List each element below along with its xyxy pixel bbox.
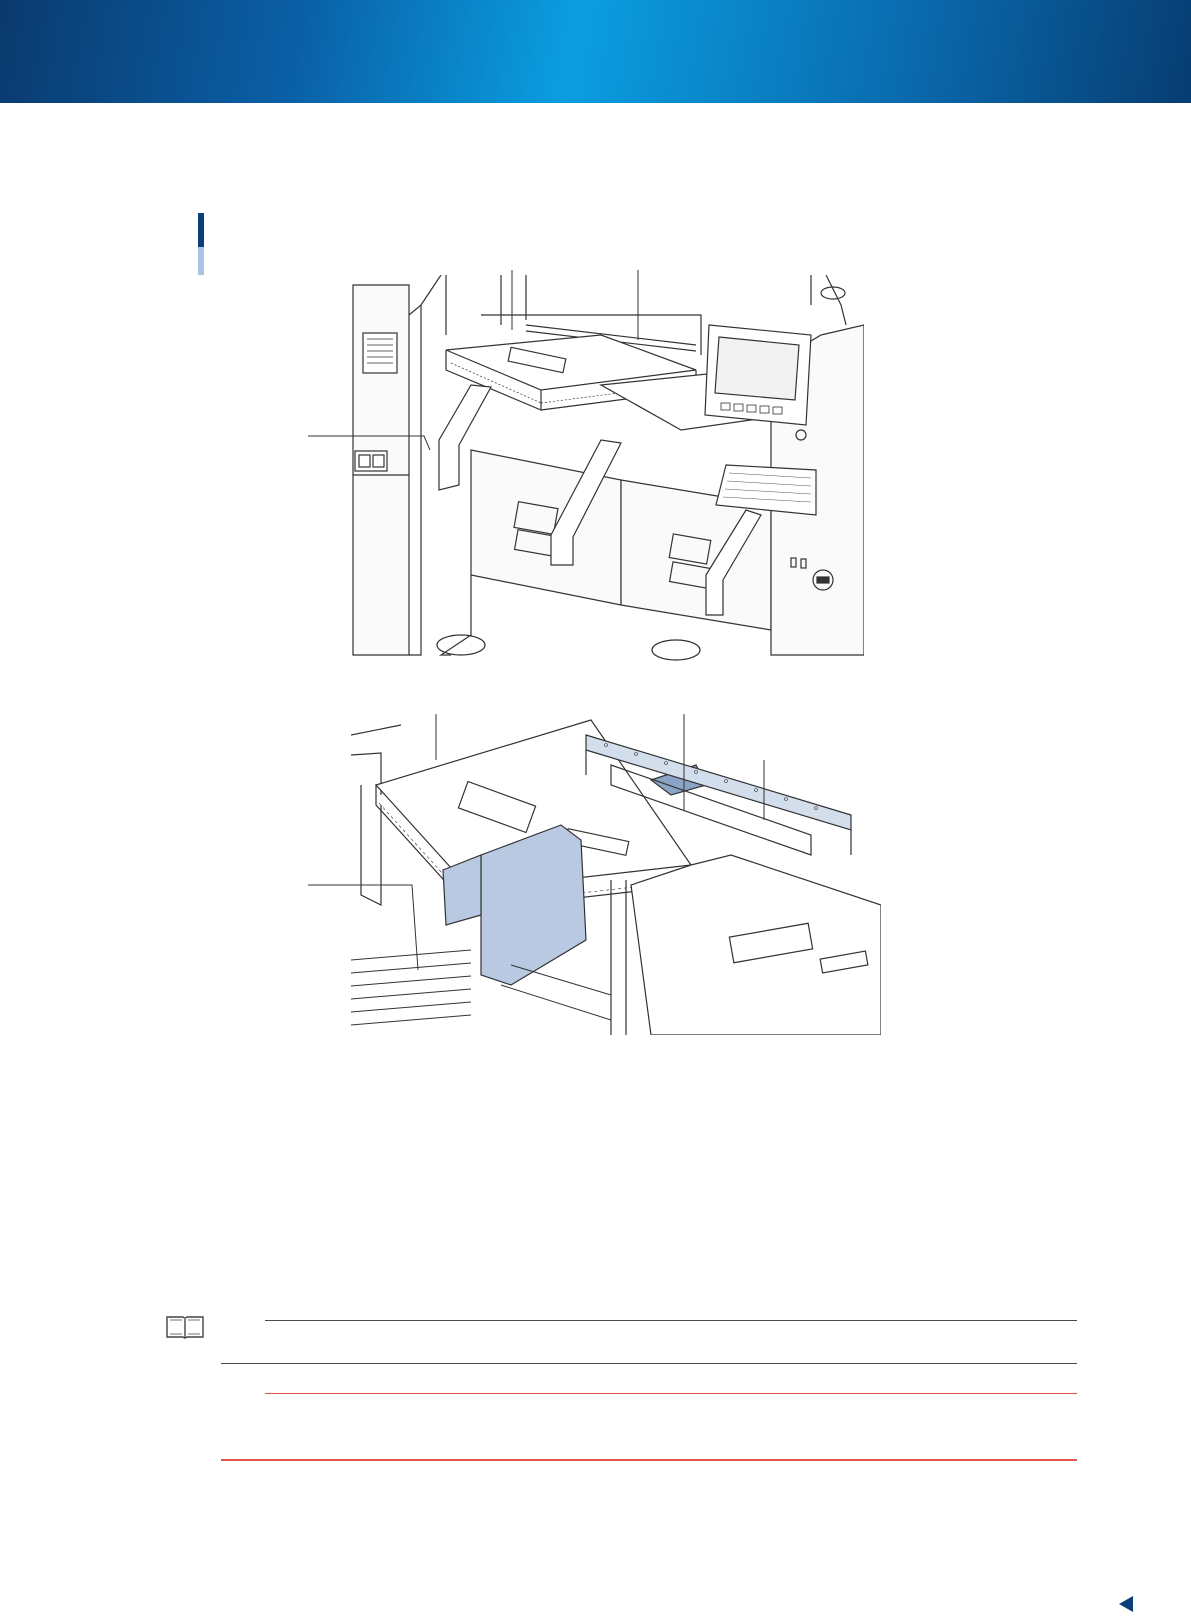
note-divider-bottom <box>221 1363 1077 1364</box>
open-book-icon <box>164 1313 206 1341</box>
header-band <box>0 0 1191 103</box>
previous-page-icon[interactable] <box>1119 1596 1133 1612</box>
section-marker-dark <box>198 213 204 247</box>
note-divider-top <box>265 1320 1077 1321</box>
section-marker <box>198 213 204 275</box>
warning-divider-top <box>265 1393 1077 1394</box>
warning-divider-bottom <box>221 1459 1077 1461</box>
section-marker-light <box>198 247 204 275</box>
